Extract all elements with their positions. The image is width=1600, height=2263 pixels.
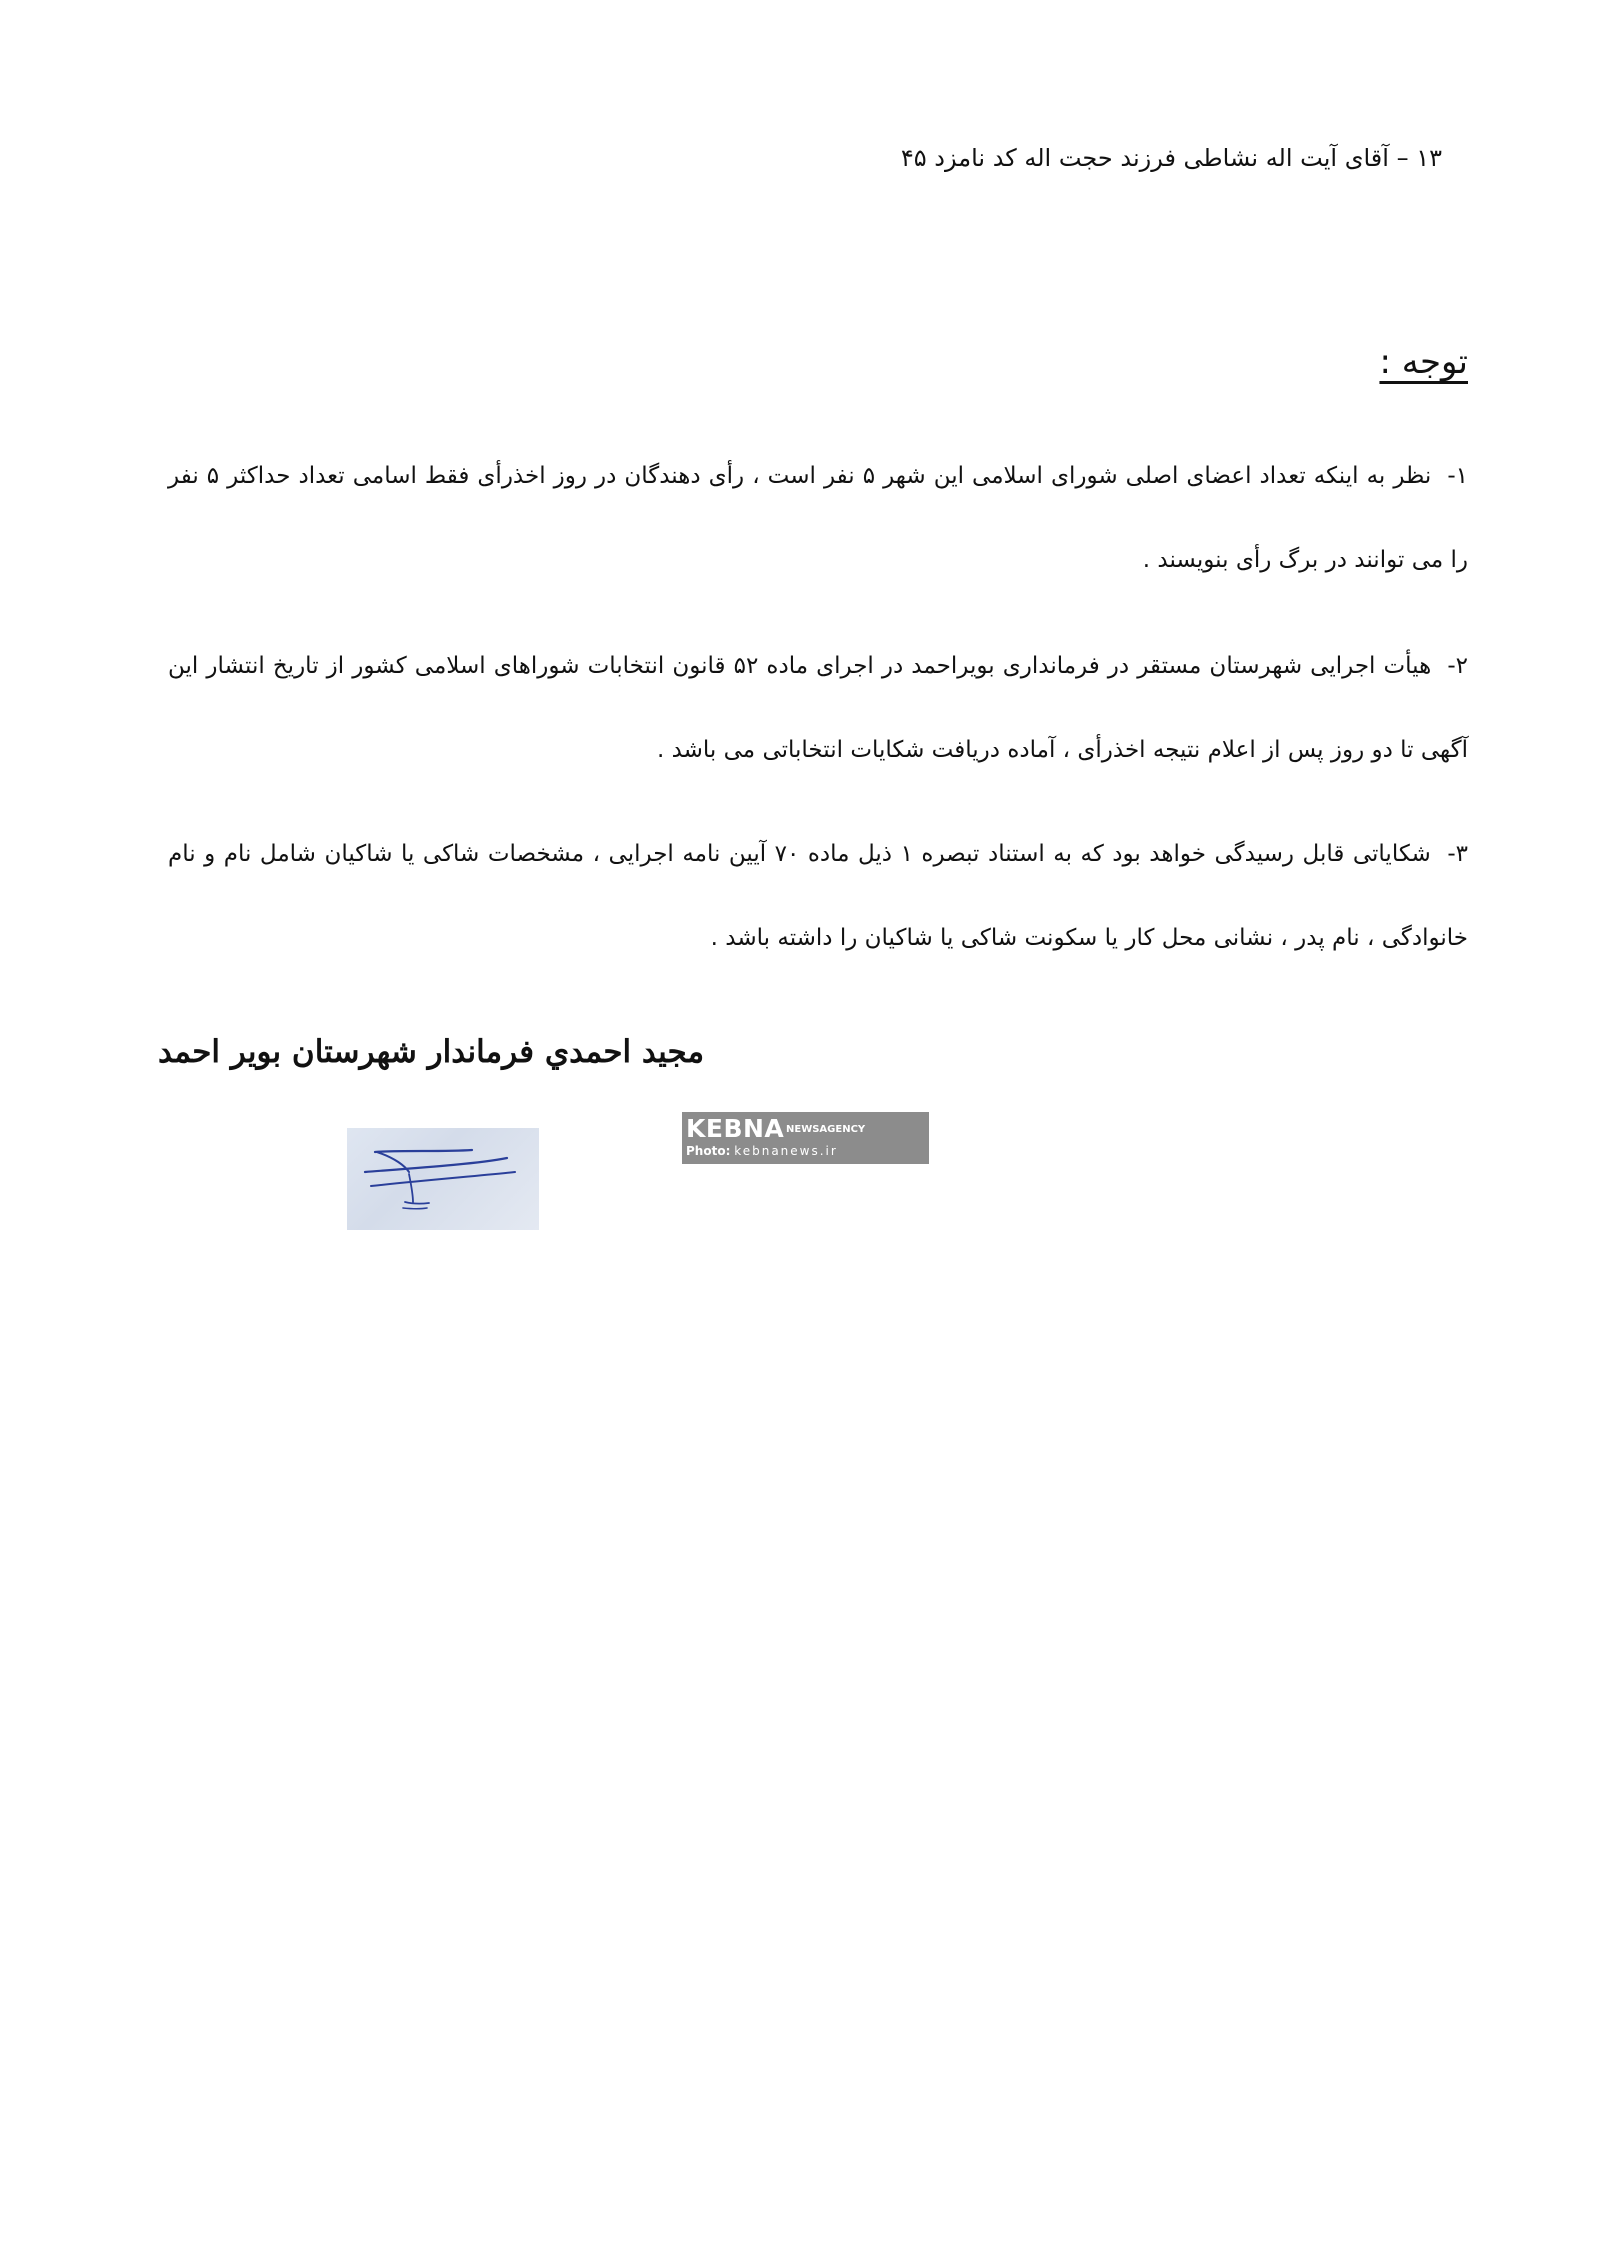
note-text: هیأت اجرایی شهرستان مستقر در فرمانداری بویراحمد در اجرای ماده ۵۲ قانون انتخابات شوراهای اسلامی کشور از تاریخ انتشار این آگهی تا دو روز پس از اعلام نتیجه اخذرأی ، آماده دریافت شکایات انتخاباتی می باشد . (168, 653, 1468, 763)
watermark-photo-label: Photo: (686, 1144, 731, 1158)
note-text: شکایاتی قابل رسیدگی خواهد بود که به استناد تبصره ۱ ذیل ماده ۷۰ آیین نامه اجرایی ، مشخصات شاکی یا شاکیان شامل نام و نام خانوادگی ، نام پدر ، نشانی محل کار یا سکونت شاکی یا شاکیان را داشته باشد . (168, 841, 1468, 951)
note-number: ۳- (1447, 841, 1468, 867)
notice-heading: توجه : (1379, 342, 1468, 382)
note-number: ۱- (1447, 463, 1469, 489)
kebna-watermark (682, 1112, 929, 1164)
note-item (168, 434, 1468, 602)
note-number: ۲- (1447, 653, 1469, 679)
watermark-agency: NEWSAGENCY (786, 1124, 866, 1135)
watermark-photo-credit (686, 1144, 838, 1158)
signatory-name: مجيد احمدي فرماندار شهرستان بوير احمد (158, 1034, 705, 1070)
note-item (168, 624, 1468, 792)
watermark-url: kebnanews.ir (734, 1144, 838, 1158)
handwritten-signature (347, 1128, 539, 1230)
candidate-line: ۱۳ – آقای آیت اله نشاطی فرزند حجت اله کد نامزد ۴۵ (900, 144, 1442, 172)
note-text: نظر به اینکه تعداد اعضای اصلی شورای اسلامی این شهر ۵ نفر است ، رأی دهندگان در روز اخذرأی فقط اسامی تعداد حداکثر ۵ نفر را می توانند در برگ رأی بنویسند . (168, 463, 1468, 573)
note-item (168, 812, 1468, 980)
watermark-brand: KEBNA (686, 1114, 785, 1143)
